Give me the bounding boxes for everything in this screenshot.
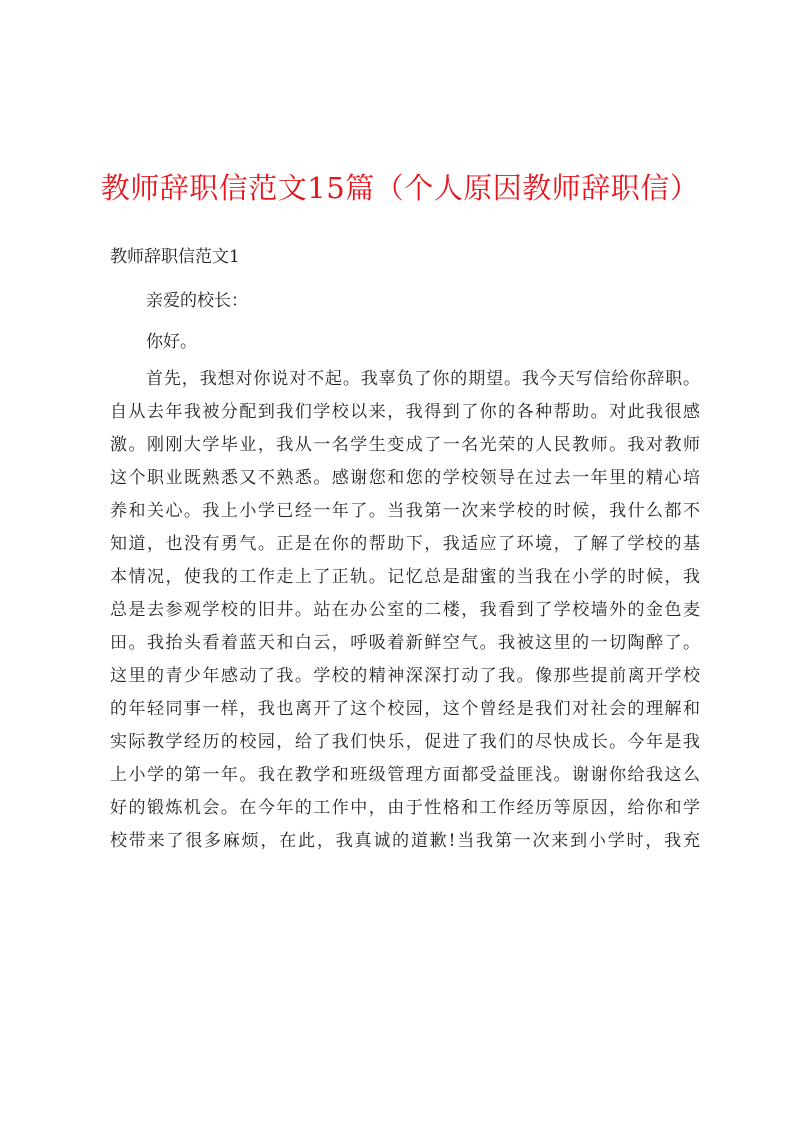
body-line: 实际教学经历的校园，给了我们快乐，促进了我们的尽快成长。今年是我 [110,732,700,752]
body-line: 校带来了很多麻烦，在此，我真诚的道歉!当我第一次来到小学时，我充 [110,831,700,851]
letter-greeting: 你好。 [146,332,197,352]
body-line: 的年轻同事一样，我也离开了这个校园，这个曾经是我们对社会的理解和 [110,699,700,719]
document-title: 教师辞职信范文15篇（个人原因教师辞职信） [100,171,700,205]
letter-body [110,363,700,858]
body-line: 田。我抬头看着蓝天和白云，呼吸着新鲜空气。我被这里的一切陶醉了。 [110,633,700,653]
body-line: 自从去年我被分配到我们学校以来，我得到了你的各种帮助。对此我很感 [110,402,700,422]
letter-salutation: 亲爱的校长： [146,291,248,311]
body-line: 这里的青少年感动了我。学校的精神深深打动了我。像那些提前离开学校 [110,666,700,686]
body-line: 激。刚刚大学毕业，我从一名学生变成了一名光荣的人民教师。我对教师 [110,435,700,455]
body-line: 这个职业既熟悉又不熟悉。感谢您和您的学校领导在过去一年里的精心培 [110,468,700,488]
body-line: 首先，我想对你说对不起。我辜负了你的期望。我今天写信给你辞职。 [146,369,700,389]
body-line: 本情况，使我的工作走上了正轨。记忆总是甜蜜的当我在小学的时候，我 [110,567,700,587]
body-line: 好的锻炼机会。在今年的工作中，由于性格和工作经历等原因，给你和学 [110,798,700,818]
section-heading: 教师辞职信范文1 [110,247,240,267]
body-line: 上小学的第一年。我在教学和班级管理方面都受益匪浅。谢谢你给我这么 [110,765,700,785]
body-line: 总是去参观学校的旧井。站在办公室的二楼，我看到了学校墙外的金色麦 [110,600,700,620]
body-line: 养和关心。我上小学已经一年了。当我第一次来学校的时候，我什么都不 [110,501,700,521]
body-line: 知道，也没有勇气。正是在你的帮助下，我适应了环境，了解了学校的基 [110,534,700,554]
